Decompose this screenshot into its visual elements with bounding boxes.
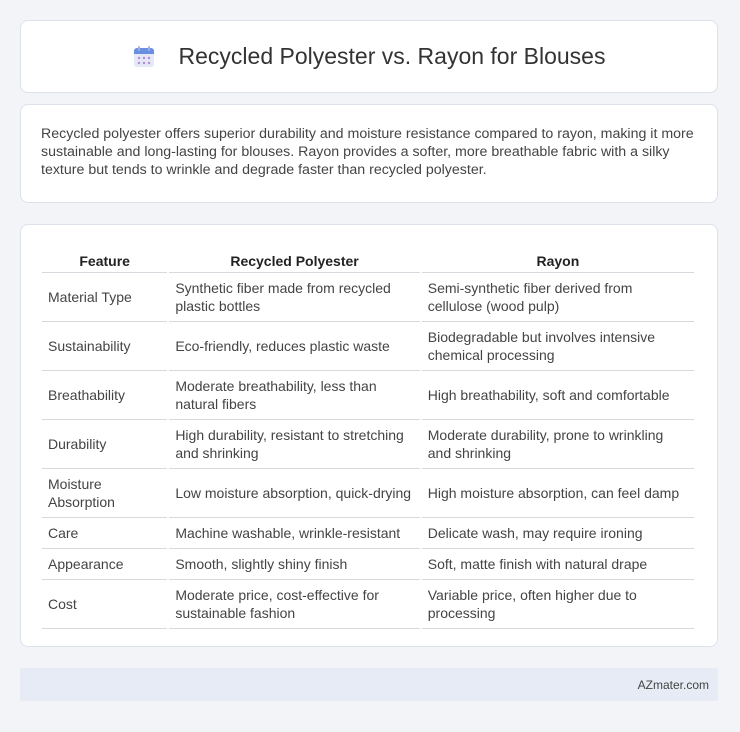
feature-cell: Appearance bbox=[42, 549, 167, 580]
header-feature: Feature bbox=[42, 243, 167, 273]
header-rayon: Rayon bbox=[422, 243, 694, 273]
feature-cell: Material Type bbox=[42, 273, 167, 322]
table-row bbox=[42, 549, 694, 580]
table-row bbox=[42, 273, 694, 322]
polyester-cell: Moderate price, cost-effective for sustainable fashion bbox=[169, 580, 419, 629]
table-row bbox=[42, 322, 694, 371]
table-row bbox=[42, 420, 694, 469]
polyester-cell: Eco-friendly, reduces plastic waste bbox=[169, 322, 419, 371]
polyester-cell: Moderate breathability, less than natural fibers bbox=[169, 371, 419, 420]
polyester-cell: Synthetic fiber made from recycled plastic bottles bbox=[169, 273, 419, 322]
polyester-cell: Smooth, slightly shiny finish bbox=[169, 549, 419, 580]
polyester-cell: Low moisture absorption, quick-drying bbox=[169, 469, 419, 518]
table-row bbox=[42, 469, 694, 518]
feature-cell: Breathability bbox=[42, 371, 167, 420]
comparison-table bbox=[40, 243, 696, 629]
feature-cell: Durability bbox=[42, 420, 167, 469]
footer-brand: AZmater.com bbox=[637, 677, 709, 692]
summary-card bbox=[20, 104, 718, 203]
table-row bbox=[42, 371, 694, 420]
feature-cell: Moisture Absorption bbox=[42, 469, 167, 518]
rayon-cell: Moderate durability, prone to wrinkling and shrinking bbox=[422, 420, 694, 469]
title-card bbox=[20, 20, 718, 93]
calendar-icon bbox=[133, 46, 155, 68]
summary-text: Recycled polyester offers superior durability and moisture resistance compared to rayon, making it more sustainable and long-lasting for blouses. Rayon provides a softer, more breathable fabric with a silky texture but tends to wrinkle and degrade faster than recycled polyester. bbox=[41, 126, 694, 178]
rayon-cell: Delicate wash, may require ironing bbox=[422, 518, 694, 549]
comparison-card bbox=[20, 224, 718, 647]
feature-cell: Cost bbox=[42, 580, 167, 629]
rayon-cell: High breathability, soft and comfortable bbox=[422, 371, 694, 420]
feature-cell: Care bbox=[42, 518, 167, 549]
table-row bbox=[42, 518, 694, 549]
rayon-cell: High moisture absorption, can feel damp bbox=[422, 469, 694, 518]
page-title: Recycled Polyester vs. Rayon for Blouses bbox=[178, 43, 606, 69]
polyester-cell: Machine washable, wrinkle-resistant bbox=[169, 518, 419, 549]
header-recycled-polyester: Recycled Polyester bbox=[169, 243, 419, 273]
footer-bar bbox=[20, 668, 718, 701]
rayon-cell: Semi-synthetic fiber derived from cellulose (wood pulp) bbox=[422, 273, 694, 322]
feature-cell: Sustainability bbox=[42, 322, 167, 371]
rayon-cell: Biodegradable but involves intensive chemical processing bbox=[422, 322, 694, 371]
rayon-cell: Variable price, often higher due to processing bbox=[422, 580, 694, 629]
table-header-row bbox=[42, 243, 694, 273]
rayon-cell: Soft, matte finish with natural drape bbox=[422, 549, 694, 580]
polyester-cell: High durability, resistant to stretching and shrinking bbox=[169, 420, 419, 469]
table-row bbox=[42, 580, 694, 629]
